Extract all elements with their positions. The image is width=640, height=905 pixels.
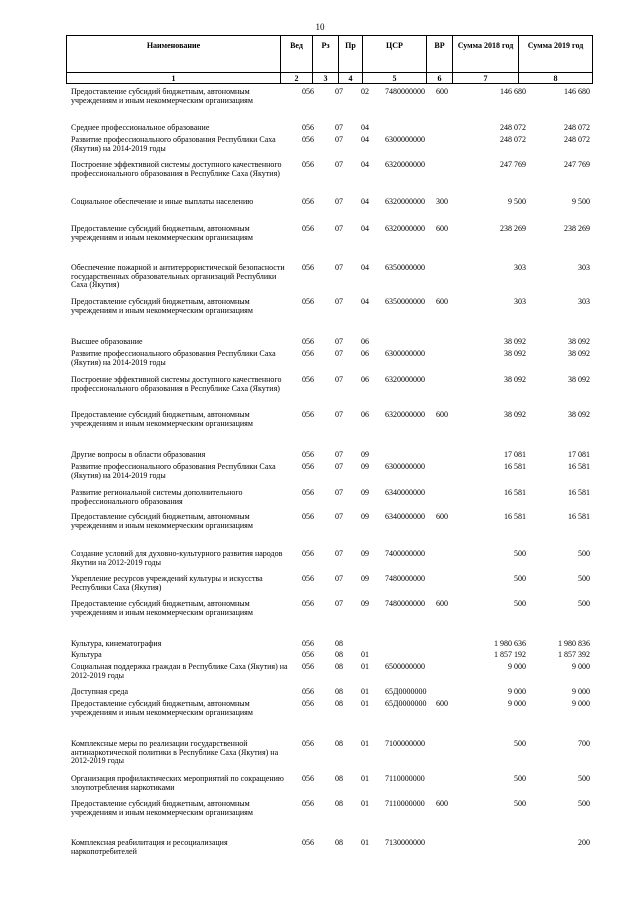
cell-rz: 07 [335,462,343,471]
cell-vr: 600 [436,224,448,233]
col-number: 5 [363,73,427,84]
cell-s18: 16 581 [504,488,526,497]
cell-name: Социальная поддержка граждан в Республике Саха (Якутия) на 2012-2019 годы [71,662,288,680]
cell-ved: 056 [302,224,314,233]
cell-rz: 08 [335,662,343,671]
cell-ved: 056 [302,662,314,671]
cell-s19: 200 [578,838,590,847]
cell-name: Построение эффективной системы доступного качественного профессионального образования в Республике Саха (Якутия) [71,375,282,393]
cell-ved: 056 [302,650,314,659]
cell-ved: 056 [302,739,314,748]
cell-rz: 08 [335,739,343,748]
cell-name: Предоставление субсидий бюджетным, автономным учреждениям и иным некоммерческим организациям [71,224,253,242]
cell-csr: 6320000000 [385,197,425,206]
cell-s19: 16 581 [568,462,590,471]
cell-rz: 08 [335,650,343,659]
cell-rz: 07 [335,512,343,521]
cell-pr: 01 [361,774,369,783]
cell-s18: 500 [514,549,526,558]
cell-rz: 07 [335,574,343,583]
cell-s18: 248 072 [500,123,526,132]
cell-ved: 056 [302,123,314,132]
cell-s18: 500 [514,599,526,608]
cell-csr: 7100000000 [385,739,425,748]
cell-s18: 38 092 [504,410,526,419]
cell-s19: 9 000 [572,699,590,708]
cell-s19: 303 [578,297,590,306]
cell-s19: 1 857 392 [558,650,590,659]
cell-ved: 056 [302,297,314,306]
cell-name: Развитие региональной системы дополнительного профессионального образования [71,488,243,506]
cell-rz: 07 [335,160,343,169]
cell-pr: 06 [361,410,369,419]
cell-s19: 500 [578,599,590,608]
col-number: 4 [339,73,363,84]
cell-name: Предоставление субсидий бюджетным, автономным учреждениям и иным некоммерческим организациям [71,297,253,315]
cell-vr: 600 [436,87,448,96]
cell-ved: 056 [302,197,314,206]
cell-name: Комплексная реабилитация и ресоциализация наркопотребителей [71,838,228,856]
cell-s18: 38 092 [504,337,526,346]
cell-rz: 07 [335,135,343,144]
col-csr-header: ЦСР [363,36,427,73]
cell-ved: 056 [302,462,314,471]
cell-s18: 9 500 [508,197,526,206]
cell-csr: 6320000000 [385,160,425,169]
cell-name: Доступная среда [71,687,129,696]
cell-pr: 01 [361,662,369,671]
cell-csr: 6320000000 [385,375,425,384]
col-number: 6 [427,73,453,84]
cell-name: Предоставление субсидий бюджетным, автономным учреждениям и иным некоммерческим организациям [71,410,253,428]
cell-s18: 247 769 [500,160,526,169]
cell-csr: 6300000000 [385,462,425,471]
cell-pr: 04 [361,135,369,144]
col-number: 8 [519,73,593,84]
col-pr-header: Пр [339,36,363,73]
cell-csr: 7480000000 [385,574,425,583]
cell-csr: 7110000000 [385,774,425,783]
cell-name: Укрепление ресурсов учреждений культуры и искусства Республики Саха (Якутия) [71,574,263,592]
cell-s19: 303 [578,263,590,272]
cell-s19: 38 092 [568,337,590,346]
cell-s19: 9 000 [572,687,590,696]
col-name-header: Наименование [67,36,281,73]
cell-s18: 303 [514,263,526,272]
cell-rz: 07 [335,123,343,132]
cell-pr: 09 [361,574,369,583]
cell-pr: 01 [361,739,369,748]
cell-s18: 500 [514,774,526,783]
cell-csr: 6350000000 [385,297,425,306]
cell-name: Культура, кинематография [71,639,162,648]
cell-rz: 08 [335,774,343,783]
cell-rz: 08 [335,838,343,847]
cell-pr: 09 [361,450,369,459]
cell-rz: 07 [335,450,343,459]
cell-s18: 303 [514,297,526,306]
cell-pr: 04 [361,263,369,272]
cell-name: Социальное обеспечение и иные выплаты населению [71,197,254,206]
col-sum2019-header: Сумма 2019 год [519,36,593,73]
cell-ved: 056 [302,349,314,358]
cell-vr: 600 [436,512,448,521]
cell-s19: 700 [578,739,590,748]
cell-s18: 146 680 [500,87,526,96]
cell-pr: 02 [361,87,369,96]
cell-ved: 056 [302,135,314,144]
cell-s18: 17 081 [504,450,526,459]
cell-s18: 16 581 [504,512,526,521]
cell-rz: 07 [335,549,343,558]
cell-csr: 6320000000 [385,224,425,233]
cell-s19: 500 [578,774,590,783]
cell-rz: 07 [335,297,343,306]
cell-s19: 500 [578,549,590,558]
cell-ved: 056 [302,512,314,521]
cell-rz: 08 [335,687,343,696]
cell-name: Среднее профессиональное образование [71,123,210,132]
cell-ved: 056 [302,574,314,583]
cell-s19: 248 072 [564,123,590,132]
cell-csr: 7130000000 [385,838,425,847]
cell-pr: 09 [361,512,369,521]
cell-ved: 056 [302,87,314,96]
cell-ved: 056 [302,639,314,648]
cell-s19: 1 980 836 [558,639,590,648]
cell-csr: 7400000000 [385,549,425,558]
cell-s18: 16 581 [504,462,526,471]
cell-rz: 07 [335,224,343,233]
cell-pr: 04 [361,224,369,233]
cell-csr: 7110000000 [385,799,425,808]
cell-rz: 07 [335,349,343,358]
cell-ved: 056 [302,799,314,808]
cell-vr: 300 [436,197,448,206]
cell-rz: 08 [335,799,343,808]
cell-s19: 500 [578,799,590,808]
cell-csr: 6340000000 [385,512,425,521]
cell-vr: 600 [436,410,448,419]
page-number: 10 [315,22,325,32]
col-number: 3 [313,73,339,84]
cell-s19: 16 581 [568,488,590,497]
cell-vr: 600 [436,599,448,608]
cell-ved: 056 [302,838,314,847]
cell-name: Развитие профессионального образования Республики Саха (Якутия) на 2014-2019 годы [71,462,276,480]
cell-ved: 056 [302,549,314,558]
cell-vr: 600 [436,699,448,708]
cell-rz: 08 [335,699,343,708]
cell-s18: 9 000 [508,687,526,696]
cell-s19: 238 269 [564,224,590,233]
cell-pr: 06 [361,337,369,346]
cell-s19: 146 680 [564,87,590,96]
cell-s18: 38 092 [504,375,526,384]
cell-name: Высшее образование [71,337,143,346]
cell-csr: 6350000000 [385,263,425,272]
cell-name: Другие вопросы в области образования [71,450,206,459]
cell-pr: 09 [361,488,369,497]
cell-rz: 07 [335,599,343,608]
cell-ved: 056 [302,488,314,497]
col-sum2018-header: Сумма 2018 год [453,36,519,73]
cell-s19: 247 769 [564,160,590,169]
cell-ved: 056 [302,450,314,459]
cell-csr: 65Д0000000 [385,687,427,696]
cell-s19: 17 081 [568,450,590,459]
cell-s18: 1 980 636 [494,639,526,648]
cell-rz: 07 [335,488,343,497]
cell-name: Создание условий для духовно-культурного развития народов Якутии на 2012-2019 годы [71,549,283,567]
cell-vr: 600 [436,297,448,306]
cell-pr: 06 [361,375,369,384]
cell-csr: 6300000000 [385,135,425,144]
cell-s18: 500 [514,739,526,748]
cell-rz: 07 [335,87,343,96]
cell-pr: 06 [361,349,369,358]
cell-name: Предоставление субсидий бюджетным, автономным учреждениям и иным некоммерческим организациям [71,599,253,617]
cell-vr: 600 [436,799,448,808]
cell-s19: 38 092 [568,410,590,419]
col-ved-header: Вед [281,36,313,73]
cell-pr: 09 [361,599,369,608]
cell-pr: 01 [361,799,369,808]
cell-s18: 38 092 [504,349,526,358]
cell-csr: 7480000000 [385,599,425,608]
cell-rz: 07 [335,337,343,346]
col-rz-header: Рз [313,36,339,73]
cell-s19: 248 072 [564,135,590,144]
cell-name: Предоставление субсидий бюджетным, автономным учреждениям и иным некоммерческим организациям [71,87,253,105]
cell-name: Предоставление субсидий бюджетным, автономным учреждениям и иным некоммерческим организациям [71,799,253,817]
col-number: 2 [281,73,313,84]
cell-pr: 01 [361,687,369,696]
cell-s18: 1 857 192 [494,650,526,659]
cell-s19: 38 092 [568,375,590,384]
cell-s19: 9 000 [572,662,590,671]
cell-pr: 01 [361,838,369,847]
cell-pr: 04 [361,123,369,132]
cell-ved: 056 [302,687,314,696]
col-number: 1 [67,73,281,84]
cell-s18: 9 000 [508,699,526,708]
cell-name: Предоставление субсидий бюджетным, автономным учреждениям и иным некоммерческим организациям [71,512,253,530]
cell-rz: 08 [335,639,343,648]
cell-s18: 248 072 [500,135,526,144]
cell-ved: 056 [302,337,314,346]
cell-csr: 7480000000 [385,87,425,96]
cell-ved: 056 [302,410,314,419]
cell-csr: 6320000000 [385,410,425,419]
cell-ved: 056 [302,160,314,169]
cell-rz: 07 [335,197,343,206]
cell-pr: 04 [361,160,369,169]
cell-pr: 04 [361,197,369,206]
cell-rz: 07 [335,410,343,419]
cell-s18: 500 [514,799,526,808]
cell-name: Культура [71,650,102,659]
cell-csr: 6300000000 [385,349,425,358]
cell-name: Развитие профессионального образования Республики Саха (Якутия) на 2014-2019 годы [71,349,276,367]
cell-s18: 9 000 [508,662,526,671]
cell-s19: 500 [578,574,590,583]
cell-ved: 056 [302,263,314,272]
cell-name: Построение эффективной системы доступного качественного профессионального образования в Республике Саха (Якутия) [71,160,282,178]
cell-pr: 09 [361,549,369,558]
cell-ved: 056 [302,375,314,384]
cell-rz: 07 [335,375,343,384]
cell-name: Предоставление субсидий бюджетным, автономным учреждениям и иным некоммерческим организациям [71,699,253,717]
cell-pr: 01 [361,699,369,708]
cell-csr: 65Д0000000 [385,699,427,708]
cell-ved: 056 [302,599,314,608]
cell-csr: 6340000000 [385,488,425,497]
cell-ved: 056 [302,774,314,783]
cell-s18: 238 269 [500,224,526,233]
cell-name: Развитие профессионального образования Республики Саха (Якутия) на 2014-2019 годы [71,135,276,153]
cell-name: Комплексные меры по реализации государственной антинаркотической политики в Республике Саха (Якутия) на 2012-2019 годы [71,739,279,766]
cell-name: Организация профилактических мероприятий по сокращению злоупотребления наркотиками [71,774,284,792]
cell-pr: 04 [361,297,369,306]
cell-pr: 09 [361,462,369,471]
cell-rz: 07 [335,263,343,272]
cell-s19: 9 500 [572,197,590,206]
cell-s19: 16 581 [568,512,590,521]
cell-pr: 01 [361,650,369,659]
col-vr-header: ВР [427,36,453,73]
cell-s18: 500 [514,574,526,583]
cell-csr: 6500000000 [385,662,425,671]
col-number: 7 [453,73,519,84]
cell-ved: 056 [302,699,314,708]
cell-s19: 38 092 [568,349,590,358]
cell-name: Обеспечение пожарной и антитеррористической безопасности государственных образовательных организаций Республики Саха (Якутия) [71,263,285,290]
